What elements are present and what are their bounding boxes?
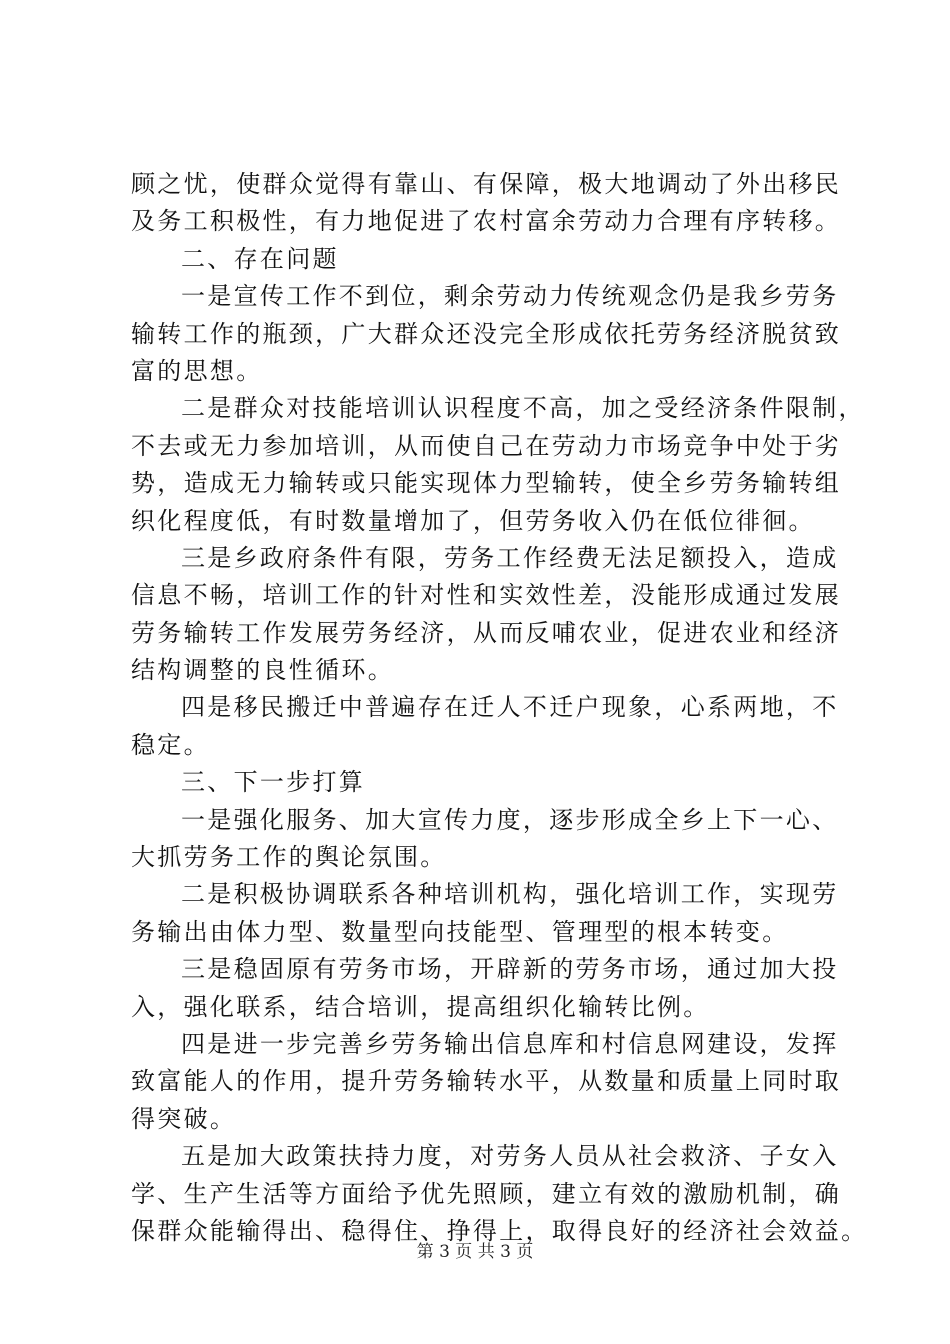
text-line: 结构调整的良性循环。 bbox=[131, 656, 394, 685]
text-line: 一是强化服务、加大宣传力度，逐步形成全乡上下一心、 bbox=[181, 805, 839, 834]
text-line: 五是加大政策扶持力度，对劳务人员从社会救济、子女入 bbox=[181, 1142, 839, 1171]
text-line: 输转工作的瓶颈，广大群众还没完全形成依托劳务经济脱贫致 bbox=[131, 319, 842, 348]
section-heading: 三、下一步打算 bbox=[181, 768, 366, 797]
text-line: 得突破。 bbox=[131, 1104, 237, 1133]
page-number: 第 3 页 共 3 页 bbox=[416, 1242, 534, 1262]
text-line: 劳务输转工作发展劳务经济，从而反哺农业，促进农业和经济 bbox=[131, 618, 842, 647]
document-body bbox=[131, 166, 868, 1250]
text-line: 及务工积极性，有力地促进了农村富余劳动力合理有序转移。 bbox=[131, 207, 842, 236]
text-line: 稳定。 bbox=[131, 730, 210, 759]
text-line: 保群众能输得出、稳得住、挣得上，取得良好的经济社会效益。 bbox=[131, 1216, 868, 1245]
text-line: 致富能人的作用，提升劳务输转水平，从数量和质量上同时取 bbox=[131, 1067, 842, 1096]
text-line: 富的思想。 bbox=[131, 356, 263, 385]
text-line: 织化程度低，有时数量增加了，但劳务收入仍在低位徘徊。 bbox=[131, 506, 815, 535]
text-line: 二是群众对技能培训认识程度不高，加之受经济条件限制， bbox=[181, 394, 865, 423]
text-line: 二是积极协调联系各种培训机构，强化培训工作，实现劳 bbox=[181, 880, 839, 909]
text-line: 顾之忧，使群众觉得有靠山、有保障，极大地调动了外出移民 bbox=[131, 170, 842, 198]
text-line: 三是乡政府条件有限，劳务工作经费无法足额投入，造成 bbox=[181, 543, 839, 572]
text-line: 学、生产生活等方面给予优先照顾，建立有效的激励机制，确 bbox=[131, 1179, 842, 1208]
text-line: 势，造成无力输转或只能实现体力型输转，使全乡劳务输转组 bbox=[131, 469, 842, 498]
text-line: 四是移民搬迁中普遍存在迁人不迁户现象，心系两地，不 bbox=[181, 693, 839, 722]
text-line: 三是稳固原有劳务市场，开辟新的劳务市场，通过加大投 bbox=[181, 955, 839, 984]
text-line: 四是进一步完善乡劳务输出信息库和村信息网建设，发挥 bbox=[181, 1029, 839, 1058]
text-line: 大抓劳务工作的舆论氛围。 bbox=[131, 843, 447, 872]
text-line: 一是宣传工作不到位，剩余劳动力传统观念仍是我乡劳务 bbox=[181, 282, 839, 311]
text-line: 务输出由体力型、数量型向技能型、管理型的根本转变。 bbox=[131, 917, 789, 946]
page-footer bbox=[0, 1240, 950, 1264]
text-line: 不去或无力参加培训，从而使自己在劳动力市场竞争中处于劣 bbox=[131, 431, 842, 460]
text-line: 信息不畅，培训工作的针对性和实效性差，没能形成通过发展 bbox=[131, 581, 842, 610]
section-heading: 二、存在问题 bbox=[181, 244, 339, 273]
text-line: 入，强化联系，结合培训，提高组织化输转比例。 bbox=[131, 992, 710, 1021]
